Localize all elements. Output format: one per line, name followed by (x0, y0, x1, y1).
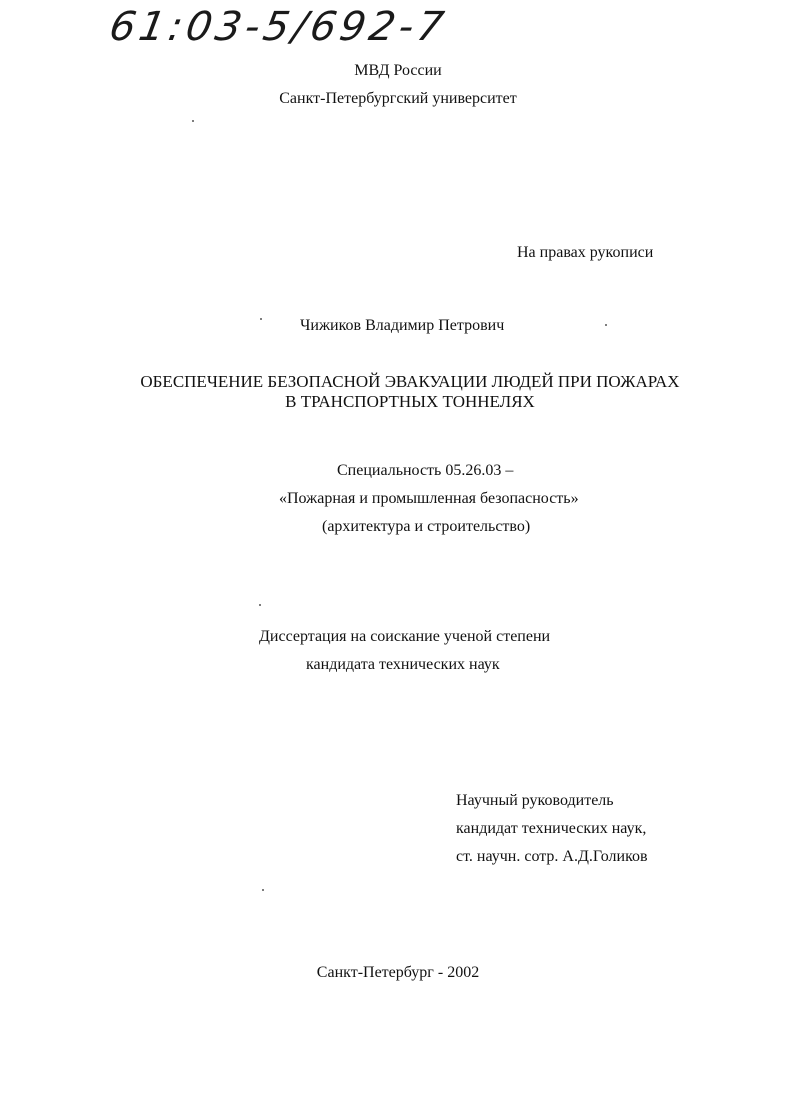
scan-speck (192, 120, 194, 122)
specialty-field: (архитектура и строительство) (322, 518, 531, 535)
scan-speck (259, 604, 261, 606)
supervisor-degree: кандидат технических наук, (456, 820, 647, 837)
city-year: Санкт-Петербург - 2002 (316, 964, 480, 981)
ministry-name: МВД России (354, 62, 442, 79)
scan-speck (605, 324, 607, 326)
rights-note: На правах рукописи (517, 244, 654, 261)
specialty-code: Специальность 05.26.03 – (337, 462, 514, 479)
scan-speck (262, 889, 264, 891)
dissertation-title: ОБЕСПЕЧЕНИЕ БЕЗОПАСНОЙ ЭВАКУАЦИИ ЛЮДЕЙ ПРИ ПОЖАРАХ В ТРАНСПОРТНЫХ ТОННЕЛЯХ (140, 372, 680, 411)
university-name: Санкт-Петербургский университет (279, 90, 517, 107)
degree-line-2: кандидата технических наук (306, 656, 500, 673)
supervisor-role: Научный руководитель (456, 792, 614, 809)
degree-line-1: Диссертация на соискание ученой степени (259, 628, 551, 645)
author-name: Чижиков Владимир Петрович (300, 317, 505, 334)
specialty-name: «Пожарная и промышленная безопасность» (279, 490, 579, 507)
supervisor-name: ст. научн. сотр. А.Д.Голиков (456, 848, 648, 865)
scan-speck (260, 318, 262, 320)
handwritten-archive-number: 61:03-5/692-7 (105, 4, 451, 50)
